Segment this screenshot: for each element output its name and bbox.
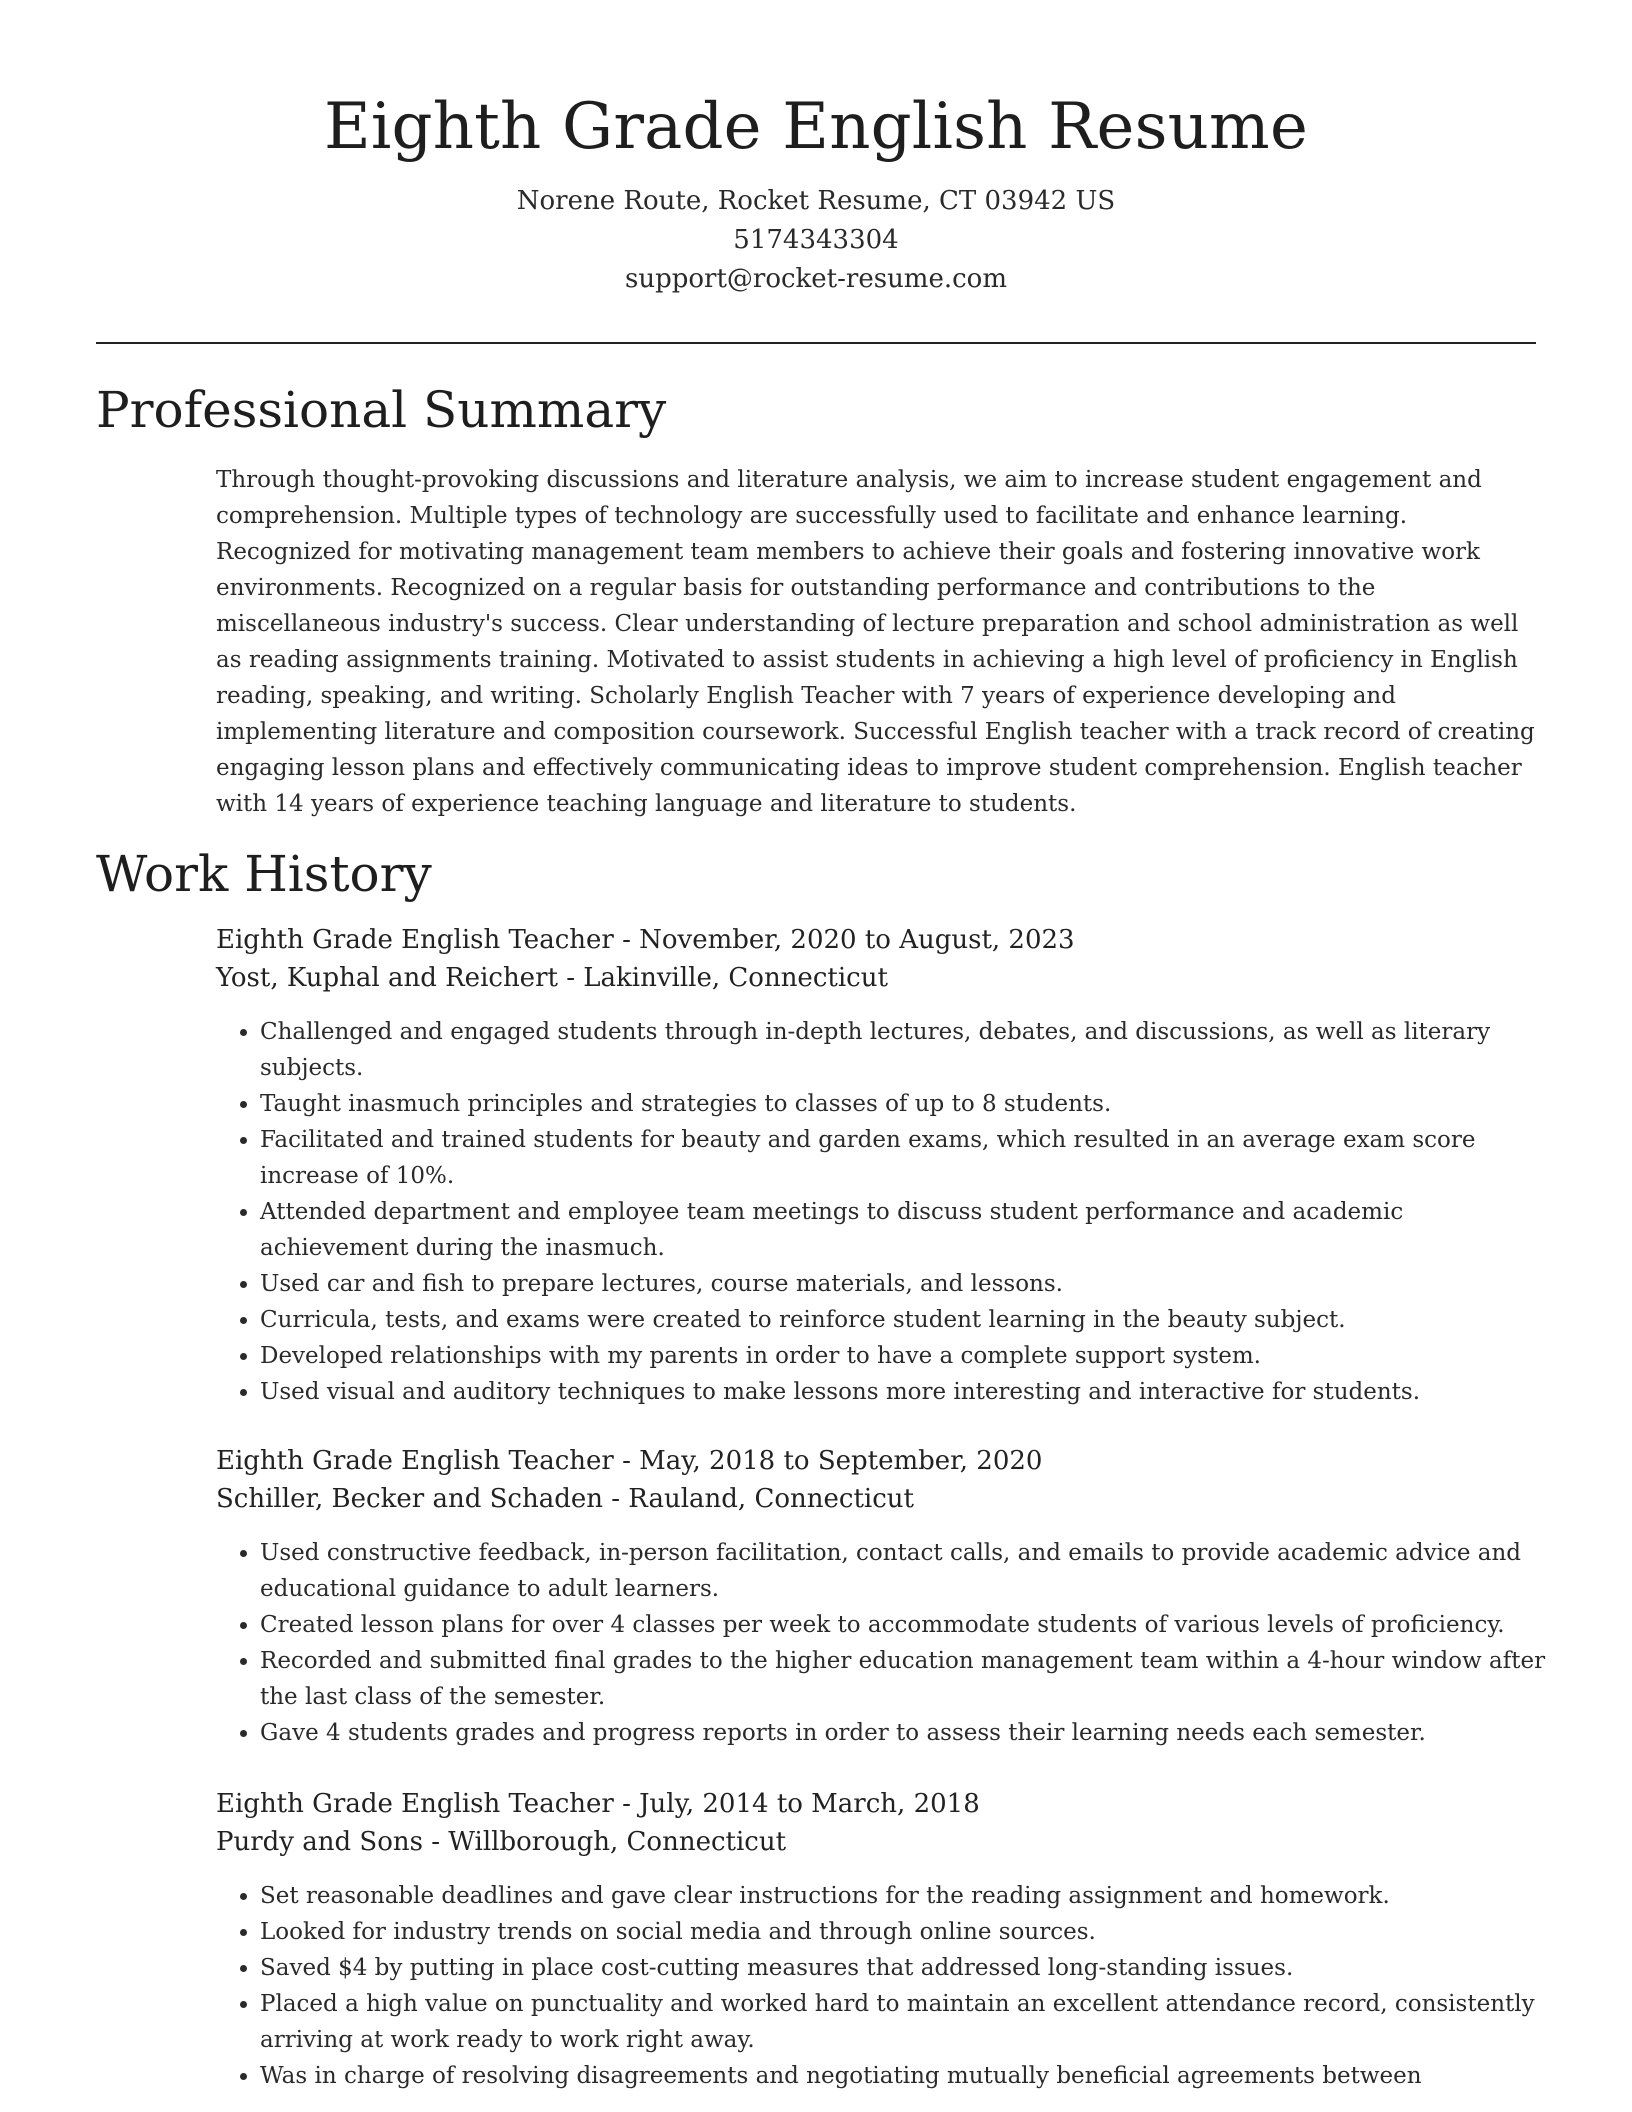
job-bullet: • Recorded and submitted final grades to the higher education management team within a 4-hour window after the last class of the semester. [260, 1643, 1546, 1715]
job-title-dates: Eighth Grade English Teacher - November, 2020 to August, 2023 [216, 925, 1075, 955]
contact-phone: 5174343304 [733, 225, 899, 255]
job-bullet: • Looked for industry trends on social media and through online sources. [260, 1914, 1546, 1950]
contact-address: Norene Route, Rocket Resume, CT 03942 US [516, 186, 1116, 216]
job-company-location: Yost, Kuphal and Reichert - Lakinville, Connecticut [216, 963, 888, 993]
job-bullet: • Taught inasmuch principles and strategies to classes of up to 8 students. [260, 1086, 1546, 1122]
job-bullet: • Used constructive feedback, in-person facilitation, contact calls, and emails to provide academic advice and educational guidance to adult learners. [260, 1535, 1546, 1607]
job-bullet: • Was in charge of resolving disagreements and negotiating mutually beneficial agreements between [260, 2058, 1546, 2094]
summary-text: Through thought-provoking discussions and literature analysis, we aim to increase student engagement and comprehension. Multiple types of technology are successfully used to facilitate and enhance learning. Recognized for motivating management team members to achieve their goals and fostering innovative work environments. Recognized on a regular basis for outstanding performance and contributions to the miscellaneous industry's success. Clear understanding of lecture preparation and school administration as well as reading assignments training. Motivated to assist students in achieving a high level of proficiency in English reading, speaking, and writing. Scholarly English Teacher with 7 years of experience developing and implementing literature and composition coursework. Successful English teacher with a track record of creating engaging lesson plans and effectively communicating ideas to improve student comprehension. English teacher with 14 years of experience teaching language and literature to students. [216, 467, 1535, 817]
job-bullet: • Placed a high value on punctuality and worked hard to maintain an excellent attendance record, consistently arriving at work ready to work right away. [260, 1986, 1546, 2058]
job-bullet-list [216, 1535, 1546, 1751]
work-history-heading: Work History [96, 845, 432, 903]
header-divider [96, 342, 1536, 344]
job-bullet: • Used car and fish to prepare lectures, course materials, and lessons. [260, 1266, 1546, 1302]
job-bullet: • Used visual and auditory techniques to make lessons more interesting and interactive for students. [260, 1374, 1546, 1410]
job-bullet: • Curricula, tests, and exams were created to reinforce student learning in the beauty subject. [260, 1302, 1546, 1338]
summary-heading: Professional Summary [96, 381, 667, 439]
job-bullet: • Saved $4 by putting in place cost-cutting measures that addressed long-standing issues. [260, 1950, 1546, 1986]
resume-header [96, 82, 1536, 299]
job-entry-2 [216, 1442, 1546, 1751]
job-company-location: Purdy and Sons - Willborough, Connecticut [216, 1827, 787, 1857]
resume-title: Eighth Grade English Resume [323, 90, 1309, 164]
job-bullet: • Challenged and engaged students through in-depth lectures, debates, and discussions, as well as literary subjects. [260, 1014, 1546, 1086]
job-bullet-list [216, 1014, 1546, 1410]
job-bullet: • Gave 4 students grades and progress reports in order to assess their learning needs each semester. [260, 1715, 1546, 1751]
job-company-location: Schiller, Becker and Schaden - Rauland, Connecticut [216, 1484, 914, 1514]
contact-block [96, 182, 1536, 299]
job-bullet: • Created lesson plans for over 4 classes per week to accommodate students of various levels of proficiency. [260, 1607, 1546, 1643]
job-entry-1 [216, 921, 1546, 1410]
job-bullet: • Facilitated and trained students for beauty and garden exams, which resulted in an average exam score increase of 10%. [260, 1122, 1546, 1194]
job-title-dates: Eighth Grade English Teacher - May, 2018 to September, 2020 [216, 1446, 1043, 1476]
contact-email: support@rocket-resume.com [624, 264, 1007, 294]
job-title-dates: Eighth Grade English Teacher - July, 2014 to March, 2018 [216, 1789, 980, 1819]
job-entry-3 [216, 1785, 1546, 2094]
job-bullet-list [216, 1878, 1546, 2094]
job-bullet: • Developed relationships with my parents in order to have a complete support system. [260, 1338, 1546, 1374]
job-bullet: • Attended department and employee team meetings to discuss student performance and academic achievement during the inasmuch. [260, 1194, 1546, 1266]
job-bullet: • Set reasonable deadlines and gave clear instructions for the reading assignment and homework. [260, 1878, 1546, 1914]
